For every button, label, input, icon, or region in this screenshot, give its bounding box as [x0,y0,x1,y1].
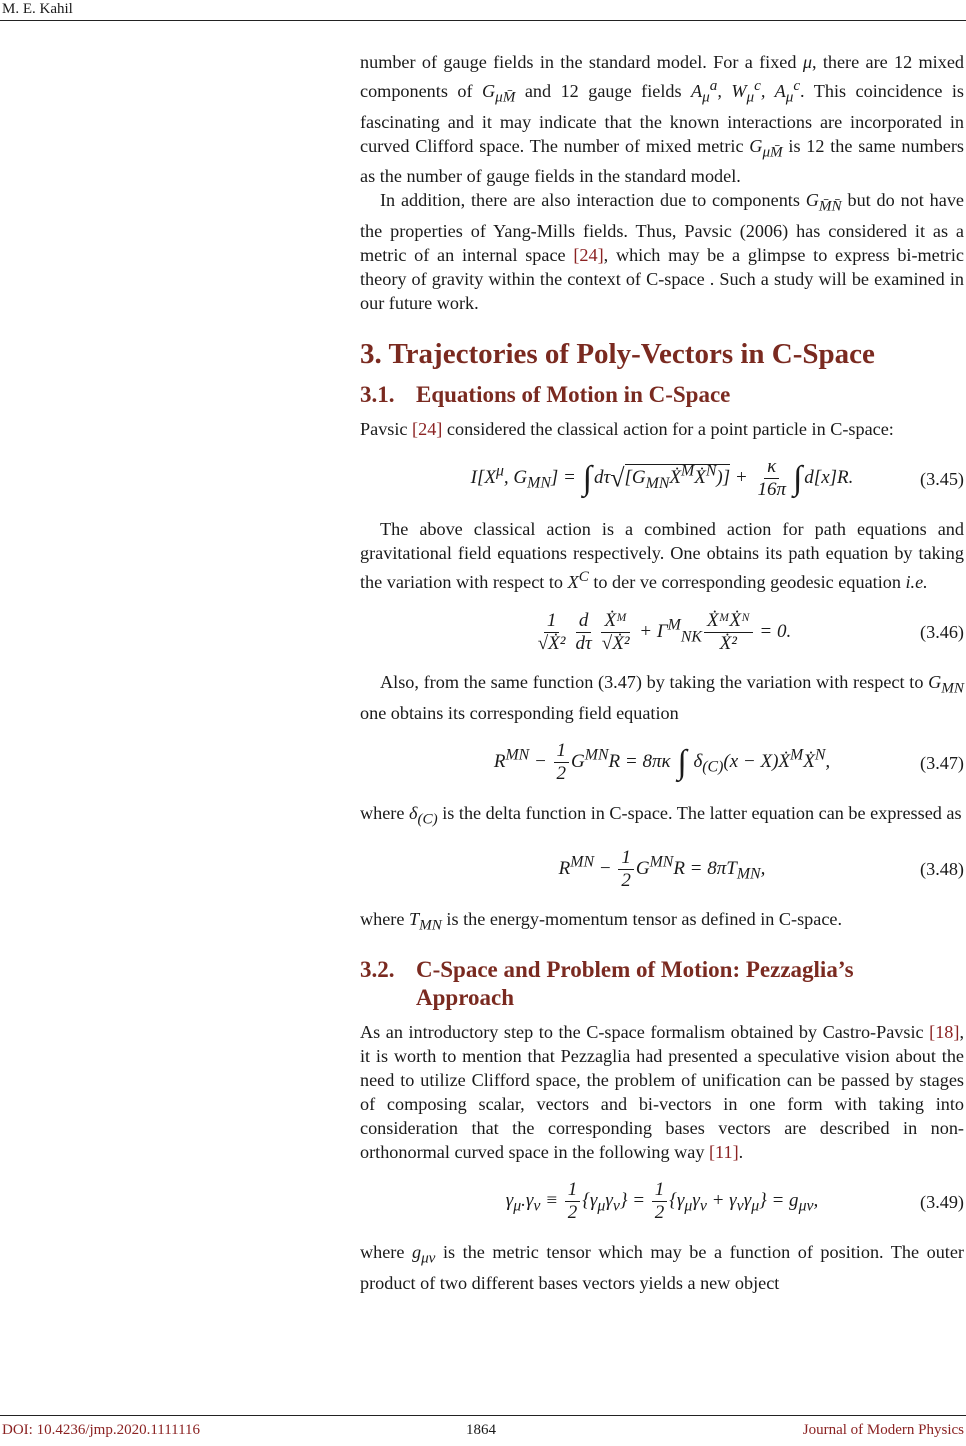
equation-3-48: $R^{MN}$ − $\frac{1}{2}$ $G^{MN}R = 8\pi T_{MN}$, (3.48) [558,846,964,891]
citation-link[interactable]: [24] [573,244,604,265]
page-number: 1864 [466,1422,496,1438]
section-heading-3: 3. Trajectories of Poly-Vectors in C-Space [360,337,875,370]
paragraph-delta-function: where $\delta_{(C)}$ is the delta function in C-space. The latter equation can be expressed as [360,802,962,828]
main-column [360,50,964,1295]
paragraph-interaction: In addition, there are also interaction due to components $G_{M̄N̄}$ but do not have the properties of Yang-Mills fields. Thus, Pavsic (2006) has considered it as a metric of an internal space [24], which may be a glimpse to express bi-metric theory of gravity within the context of C-space . Such a study will be examined in our future work. [360,190,964,313]
citation-link[interactable]: [18] [929,1021,960,1042]
subsection-heading-3-2: 3.2. C-Space and Problem of Motion: Pezzaglia’s Approach [360,956,854,1010]
citation-link[interactable]: [24] [412,418,443,439]
equation-3-49: $\gamma_\mu.\gamma_\nu$ ≡ $\frac{1}{2}$ $\{\gamma_\mu\gamma_\nu\}$ = $\frac{1}{2}$ $\{\gamma_\mu\gamma_\nu + \gamma_\nu\gamma_\mu\} = g_{\mu\nu}$, (3.49) [505,1179,964,1224]
paragraph-path-equation: The above classical action is a combined action for path equations and gravitational field equations respectively. One obtains its path equation by taking the variation with respect to $X^C$ to der ve corresponding geodesic equation i.e. [360,518,964,593]
paragraph-energy-momentum: where $T_{MN}$ is the energy-momentum tensor as defined in C-space. [360,909,843,934]
equation-number: (3.49) [920,1191,964,1212]
subsection-heading-3-1: 3.1. Equations of Motion in C-Space [360,381,731,407]
equation-number: (3.47) [920,752,964,773]
equation-3-46: $\frac{1}{\text{√Ẋ²}}$ $\frac{d}{d\tau}$ $\frac{\text{Ẋᴹ}}{\text{√Ẋ²}}$ + $\Gamma^M_{NK}$ $\frac{\text{ẊᴹẊᴺ}}{\text{Ẋ²}}$ = 0. (3.46) [537,609,964,654]
equation-3-47: $R^{MN}$ − $\frac{1}{2}$ $G^{MN}R = 8\pi\kappa$ ∫ $\delta_{(C)}(x$ − X)Ẋ$^M$Ẋ$^N$, (3.47) [493,740,964,785]
header-author: M. E. Kahil [2,1,73,17]
paragraph-field-equation: Also, from the same function (3.47) by taking the variation with respect to $G_{MN}$ one obtains its corresponding field equation [360,672,964,723]
equation-number: (3.48) [920,859,964,880]
equation-number: (3.45) [920,468,964,489]
equation-number: (3.46) [920,622,964,643]
running-header [0,0,966,21]
paragraph-pezzaglia: As an introductory step to the C-space formalism obtained by Castro-Pavsic [18], it is worth to mention that Pezzaglia had presented a speculative vision about the need to utilize Clifford space, the problem of unification can be passed by stages of composing scalar, vectors and bi-vectors in one form with taking into consideration that the corresponding bases vectors are described in non-orthonormal curved space in the following way [11]. [360,1021,964,1162]
equation-3-45: $I[X^\mu$, $G_{MN}$] = ∫ $d\tau√[G_{MN}Ẋ^MẊ^N)$] + $\frac{\kappa}{16\pi}$ ∫ d[x]R. (3.45) [470,456,964,501]
citation-link[interactable]: [11] [709,1141,739,1162]
paragraph-classical-action: Pavsic [24] considered the classical action for a point particle in C-space: [360,418,894,439]
page-footer [0,1415,966,1446]
paragraph-gauge-fields: number of gauge fields in the standard model. For a fixed μ, there are 12 mixed components of $G_{\mu M̄}$ and 12 gauge fields $A_\mu^a$, $W_\mu^c$, $A_\mu^c$. This coincidence is fascinating and it may indicate that the known interactions are incorporated in curved Clifford space. The number of mixed metric $G_{\mu M̄}$ is 12 the same numbers as the number of gauge fields in the standard model. [360,52,965,187]
journal-link[interactable]: Journal of Modern Physics [802,1422,964,1438]
paragraph-metric-tensor: where $g_{\mu\nu}$ is the metric tensor which may be a function of position. The outer product of two different bases vectors yields a new object [360,1241,964,1293]
doi-link[interactable]: DOI: 10.4236/jmp.2020.1111116 [2,1422,201,1438]
